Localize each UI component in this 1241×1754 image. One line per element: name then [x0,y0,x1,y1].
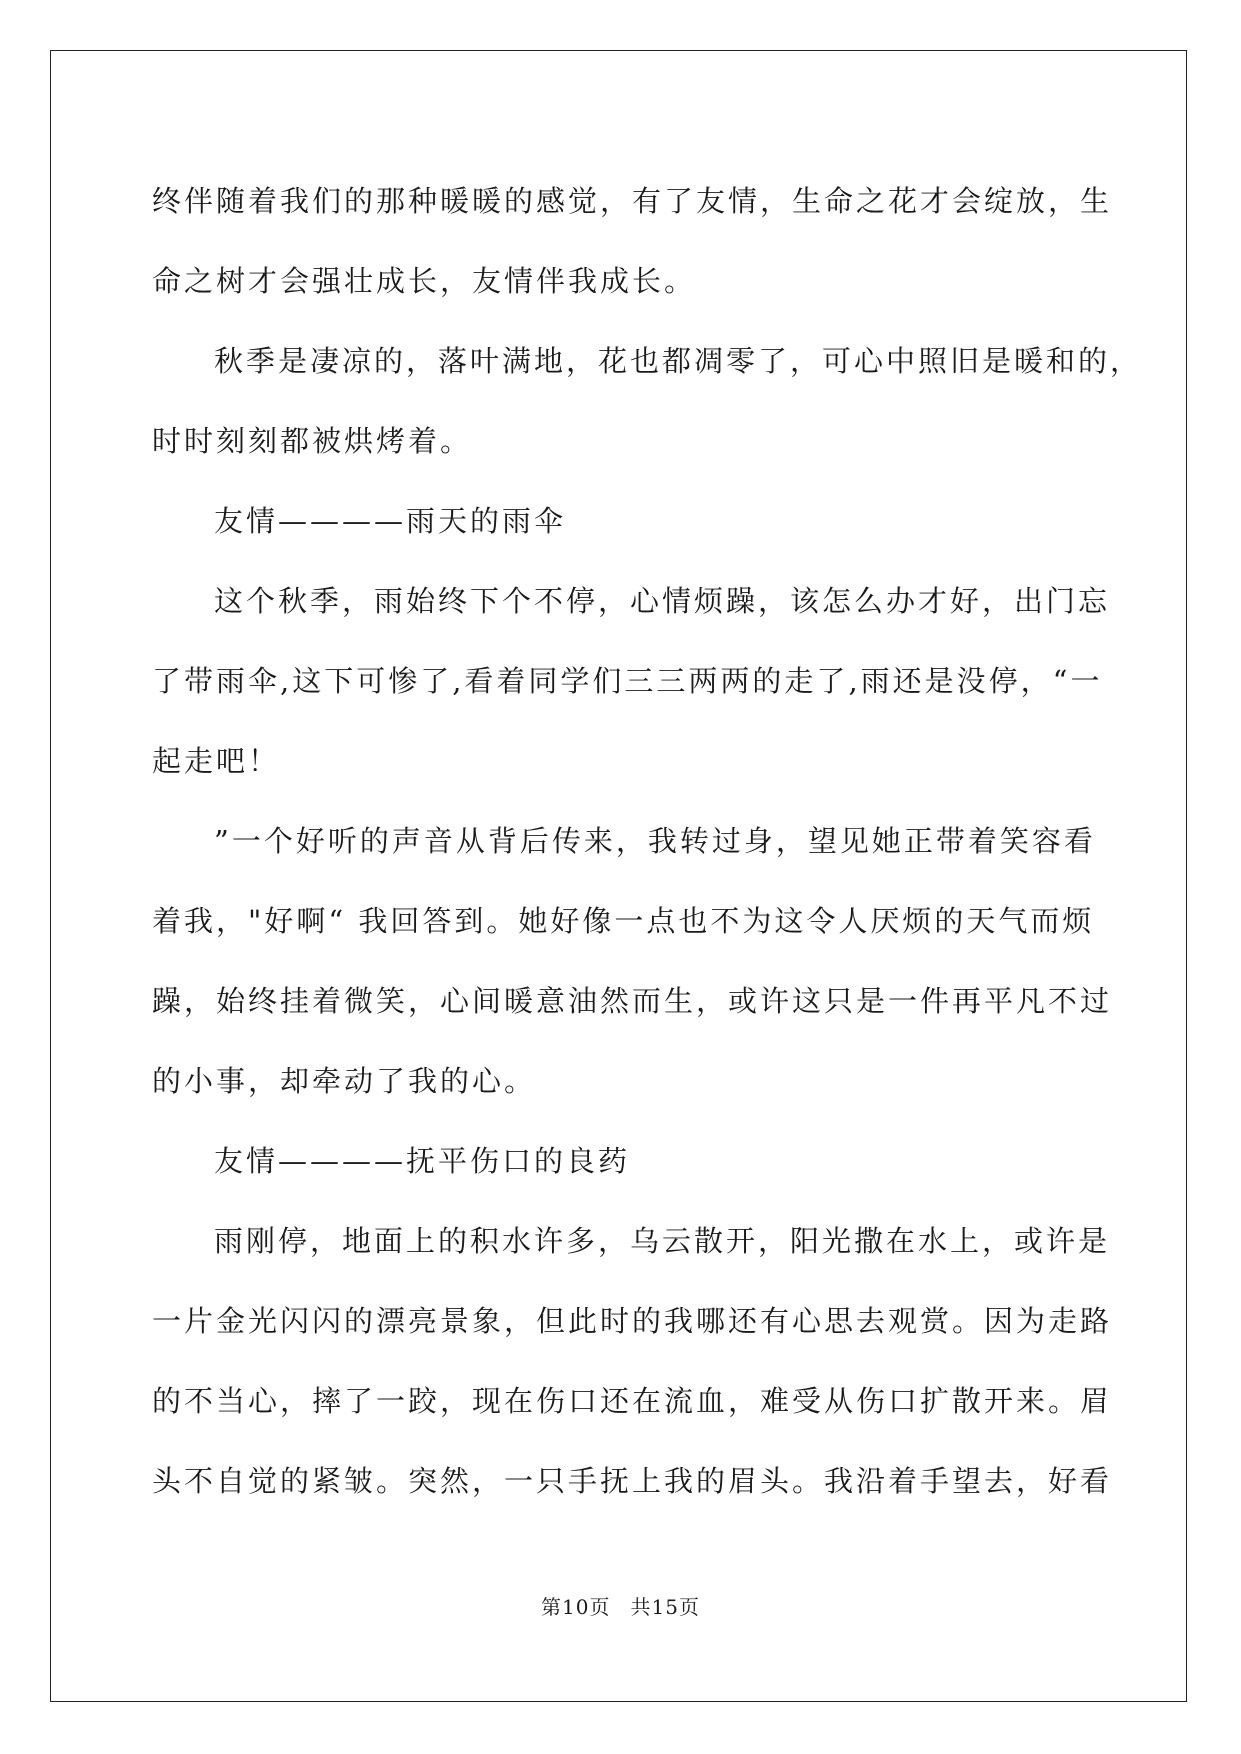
page-total: 共15页 [630,1595,700,1619]
section-heading: 友情————抚平伤口的良药 [214,1144,631,1178]
text-line: 这个秋季，雨始终下个不停，心情烦躁，该怎么办才好，出门忘 [214,584,1111,618]
text-line: 终伴随着我们的那种暖暖的感觉，有了友情，生命之花才会绽放，生 [152,184,1113,218]
page-number: 第10页 [541,1595,611,1619]
text-line: 起走吧！ [152,744,281,778]
text-line: 一片金光闪闪的漂亮景象，但此时的我哪还有心思去观赏。因为走路 [152,1304,1113,1338]
text-line: 的小事，却牵动了我的心。 [152,1064,537,1098]
text-line: 秋季是凄凉的，落叶满地，花也都凋零了，可心中照旧是暖和的， [214,344,1143,378]
section-heading: 友情————雨天的雨伞 [214,504,567,538]
text-line: 头不自觉的紧皱。突然，一只手抚上我的眉头。我沿着手望去，好看 [152,1464,1113,1498]
text-line: 的不当心，摔了一跤，现在伤口还在流血，难受从伤口扩散开来。眉 [152,1384,1113,1418]
text-line: ”一个好听的声音从背后传来，我转过身，望见她正带着笑容看 [214,824,1096,858]
text-line: 雨刚停，地面上的积水许多，乌云散开，阳光撒在水上，或许是 [214,1224,1111,1258]
text-line: 躁，始终挂着微笑，心间暖意油然而生，或许这只是一件再平凡不过 [152,984,1113,1018]
text-line: 了带雨伞,这下可惨了,看着同学们三三两两的走了,雨还是没停，“一 [152,664,1103,698]
text-line: 着我，"好啊“ 我回答到。她好像一点也不为这令人厌烦的天气而烦 [152,904,1095,938]
document-body [152,161,1143,1521]
text-line: 时时刻刻都被烘烤着。 [152,424,473,458]
text-line: 命之树才会强壮成长，友情伴我成长。 [152,264,697,298]
page-footer [0,1591,1241,1620]
